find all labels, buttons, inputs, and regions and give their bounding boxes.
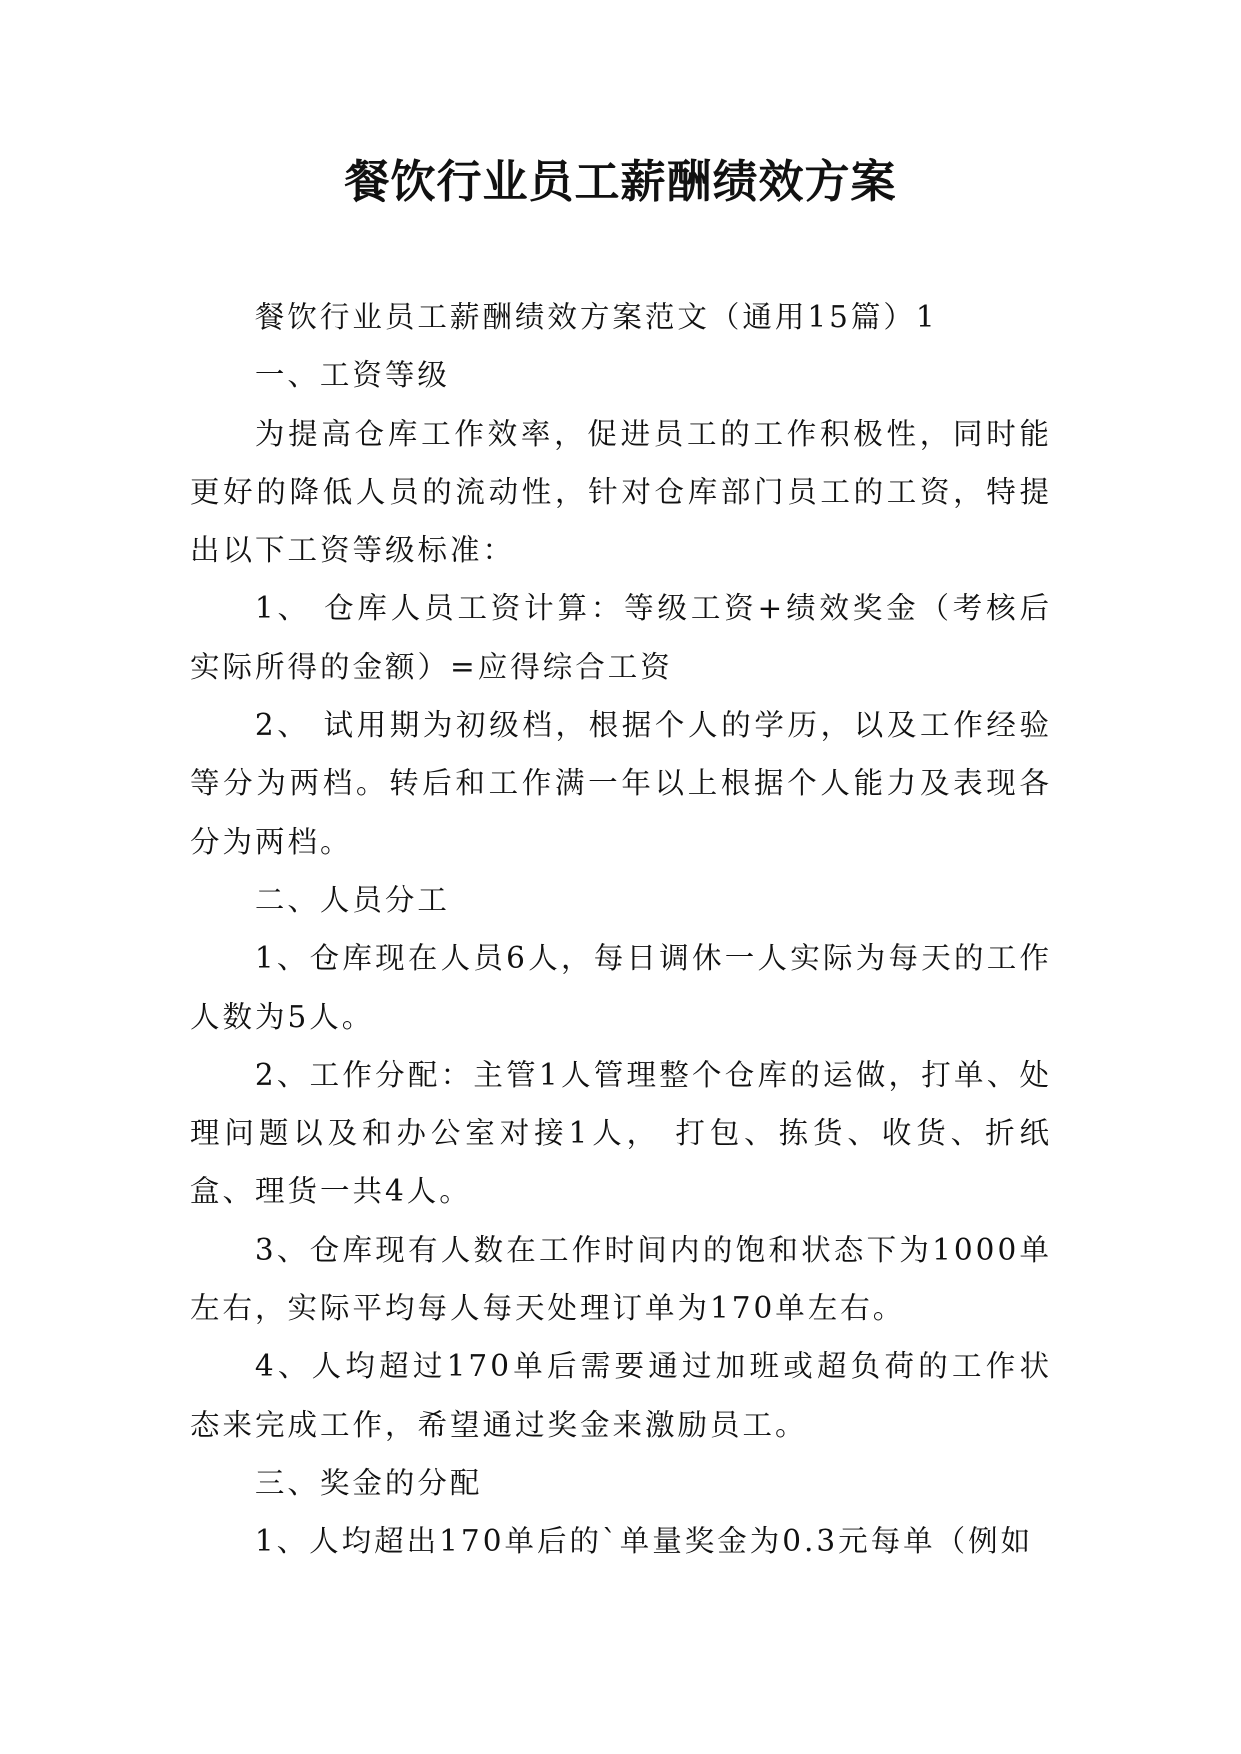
document-title: 餐饮行业员工薪酬绩效方案	[344, 155, 897, 208]
paragraph-subtitle: 餐饮行业员工薪酬绩效方案范文（通用15篇）1	[254, 300, 938, 334]
paragraph-staff-4: 4、人均超过170单后需要通过加班或超负荷的工作状态来完成工作，希望通过奖金来激励员工。	[190, 1349, 1052, 1442]
heading-bonus: 三、奖金的分配	[254, 1465, 483, 1500]
document-body	[190, 288, 1052, 1571]
paragraph-item-2: 2、 试用期为初级档，根据个人的学历，以及工作经验等分为两档。转后和工作满一年以上根据个人能力及表现各分为两档。	[190, 708, 1052, 859]
paragraph-staff-2: 2、工作分配：主管1人管理整个仓库的运做，打单、处理问题以及和办公室对接1人， 打包、拣货、收货、折纸盒、理货一共4人。	[190, 1057, 1052, 1209]
paragraph-intro: 为提高仓库工作效率，促进员工的工作积极性，同时能更好的降低人员的流动性，针对仓库部门员工的工资，特提出以下工资等级标准：	[190, 416, 1052, 568]
heading-staffing: 二、人员分工	[254, 882, 450, 917]
heading-salary-levels: 一、工资等级	[254, 358, 450, 393]
paragraph-staff-3: 3、仓库现有人数在工作时间内的饱和状态下为1000单左右，实际平均每人每天处理订单为170单左右。	[190, 1232, 1052, 1326]
paragraph-bonus-1: 1、人均超出170单后的`单量奖金为0.3元每单（例如	[254, 1524, 1034, 1559]
paragraph-staff-1: 1、仓库现在人员6人，每日调休一人实际为每天的工作人数为5人。	[190, 941, 1052, 1034]
paragraph-item-1: 1、 仓库人员工资计算：等级工资+绩效奖金（考核后实际所得的金额）=应得综合工资	[190, 591, 1052, 684]
